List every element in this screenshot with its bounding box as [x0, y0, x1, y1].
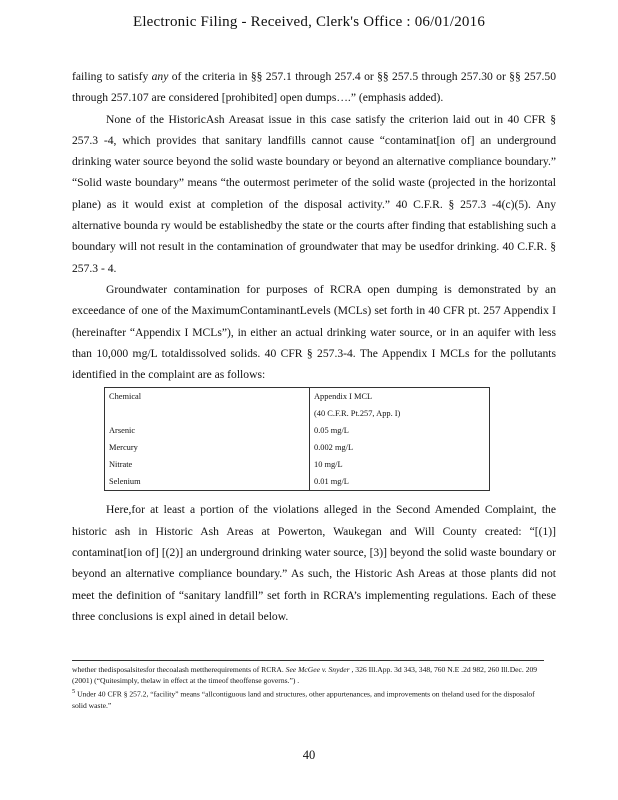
footnote-continued — [72, 664, 542, 686]
footnote-5-marker: 5 — [72, 688, 76, 695]
mcl-table — [104, 387, 490, 491]
table-header-chemical: Chemical — [105, 388, 310, 406]
table-cell-chemical: Mercury — [105, 439, 310, 456]
table-row — [105, 422, 490, 439]
table-cell-mcl: 0.002 mg/L — [314, 443, 354, 453]
footnote-1-citation: See McGee v. Snyder — [285, 665, 350, 674]
footnote-divider — [72, 660, 544, 661]
footnotes — [72, 664, 542, 711]
footnote-1-text-b: , 326 Ill.App. 3d 343, 348, 760 N.E .2d 982, 260 Ill.Dec. 209 (2001) (“Quitesimply, thelaw in effect at the timeof theoffense governs.”) . — [72, 665, 538, 685]
table-cell-chemical: Arsenic — [105, 422, 310, 439]
footnote-5 — [72, 686, 542, 711]
table-cell-empty — [105, 405, 310, 422]
page-number: 40 — [302, 748, 316, 762]
paragraph-1-text-a: failing to satisfy — [72, 70, 152, 83]
footnote-1-text-a: whether thedisposalsitesfor thecoalash mettherequirements of RCRA. — [72, 665, 286, 674]
document-body — [72, 66, 556, 627]
table-row — [105, 439, 490, 456]
table-header-mcl: Appendix I MCL — [314, 392, 373, 402]
table-cell-chemical: Nitrate — [105, 456, 310, 473]
table-row — [105, 473, 490, 491]
table-cell-mcl: 0.05 mg/L — [314, 426, 349, 436]
table-cell-chemical: Selenium — [105, 473, 310, 491]
table-cell-mcl: 10 mg/L — [314, 460, 343, 470]
paragraph-continued — [72, 66, 556, 109]
paragraph-1-text-b: of the criteria in §§ 257.1 through 257.4 or §§ 257.5 through 257.30 or §§ 257.50 through 257.107 are considered [prohibited] open dumps….” (emphasis added). — [72, 70, 556, 105]
footnote-5-text: Under 40 CFR § 257.2, “facility” means “allcontiguous land and structures, other appurtenances, and improvements on theland used for the disposalof solid waste.” — [72, 689, 535, 710]
paragraph-conclusion: Here,for at least a portion of the violations alleged in the Second Amended Complaint, the historic ash in Historic Ash Areas at Powerton, Waukegan and Will County created: “[(1)] contaminat[ion of] [(2)] an underground drinking water source, [3)] beyond the solid waste boundary or beyond an alternative compliance boundary.” As such, the Historic Ash Areas at those plants did not meet the definition of “sanitary landfill” set forth in RCRA’s implementing regulations. Each of these three conclusions is expl ained in detail below. — [72, 503, 556, 623]
paragraph-1-emphasis: any — [151, 70, 169, 83]
filing-stamp-header: Electronic Filing - Received, Clerk's Office : 06/01/2016 — [132, 14, 486, 30]
paragraph-groundwater: Groundwater contamination for purposes of RCRA open dumping is demonstrated by an exceedance of one of the MaximumContaminantLevels (MCLs) set forth in 40 CFR pt. 257 Appendix I (hereinafter “Appendix I MCLs”), in either an actual drinking water source, or in an aquifer with less than 10,000 mg/L totaldissolved solids. 40 CFR § 257.3-4. The Appendix I MCLs for the pollutants identified in the complaint are as follows: — [72, 282, 556, 382]
table-cell-mcl: 0.01 mg/L — [314, 477, 349, 487]
paragraph-criterion: None of the HistoricAsh Areasat issue in this case satisfy the criterion laid out in 40 CFR § 257.3 -4, which provides that sanitary landfills cannot cause “contaminat[ion of] an underground drinking water source beyond the solid waste boundary or beyond an alternative compliance boundary.” “Solid waste boundary” means “the outermost perimeter of the solid waste (projected in the horizontal plane) as it would exist at completion of the disposal activity.” 40 C.F.R. § 257.3 -4(c)(5). Any alternative bounda ry would be establishedby the state or the courts after finding that establishing such a boundary will not result in the contamination of groundwater that may be usedfor drinking. 40 C.F.R. § 257.3 - 4. — [72, 112, 556, 275]
table-header-row — [105, 388, 490, 406]
table-header-row-2 — [105, 405, 490, 422]
table-row — [105, 456, 490, 473]
table-header-citation: (40 C.F.R. Pt.257, App. I) — [314, 409, 401, 419]
